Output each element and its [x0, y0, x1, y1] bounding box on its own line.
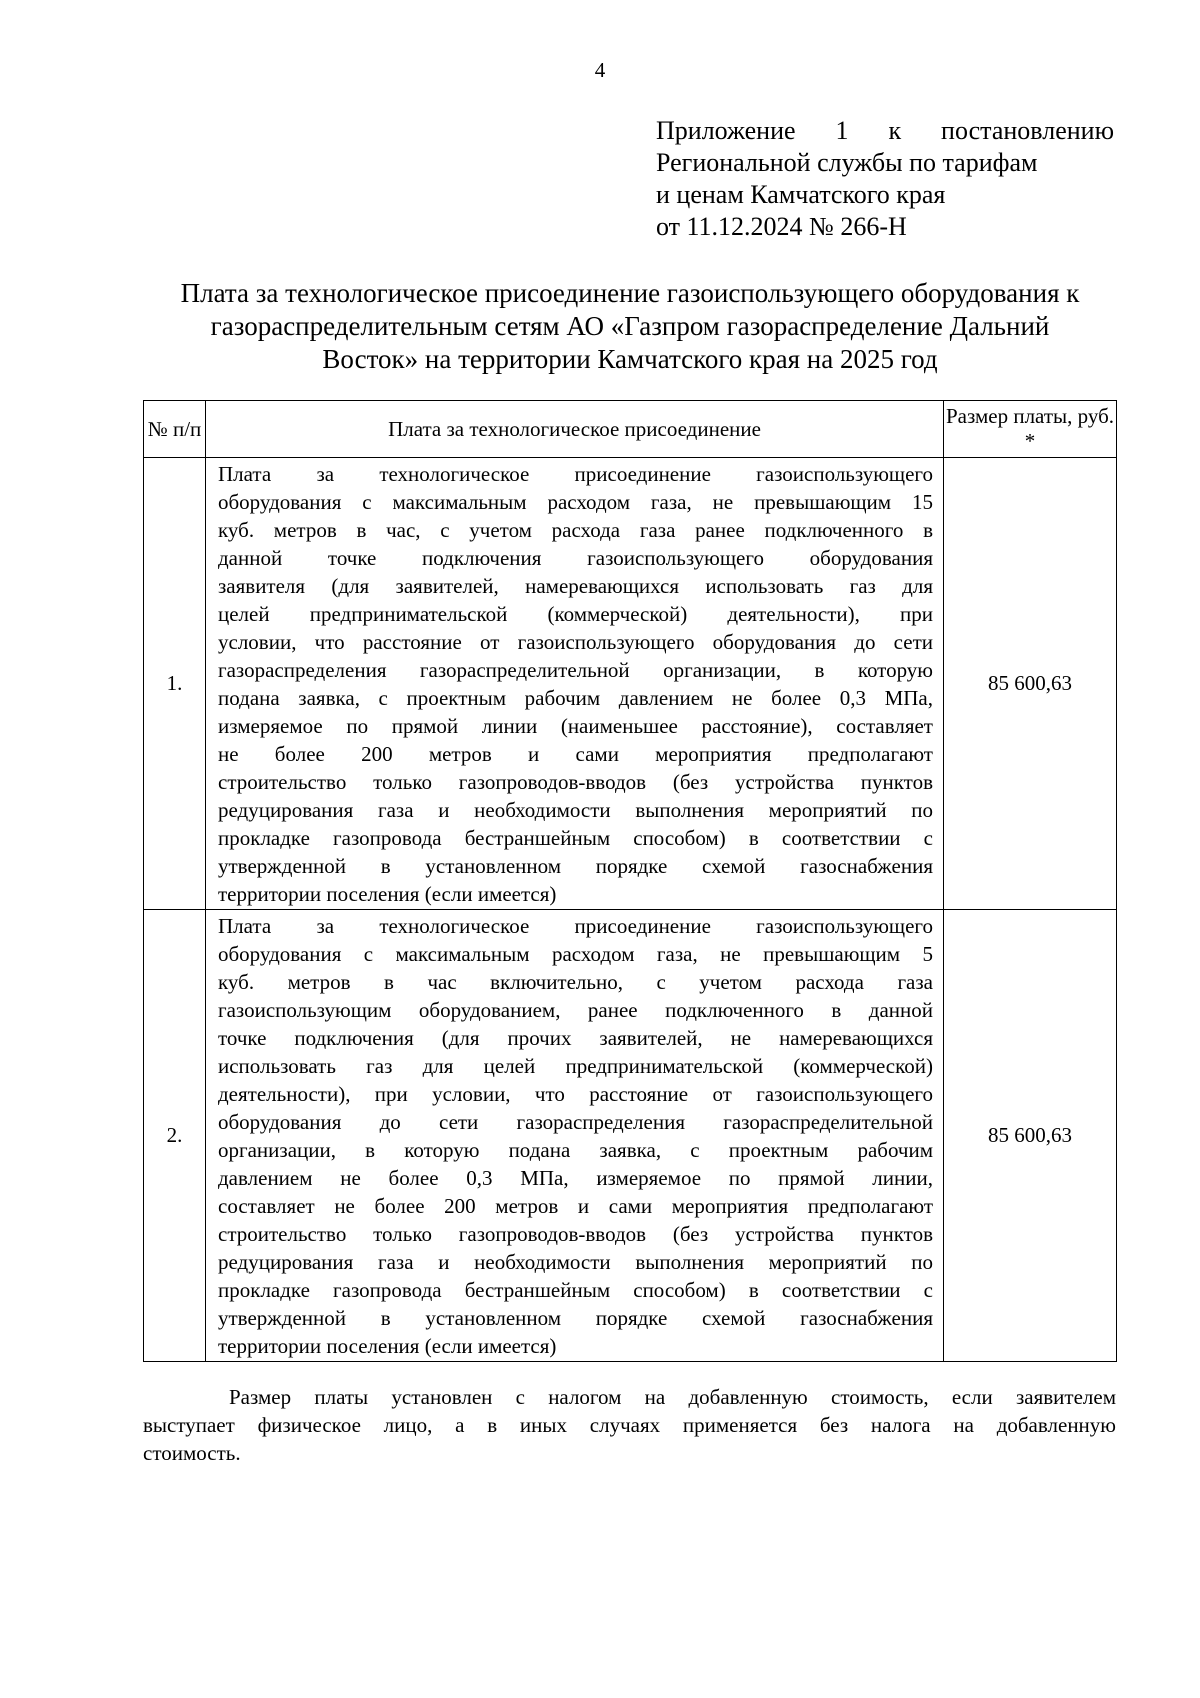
header-description: Плата за технологическое присоединение [206, 401, 944, 458]
description-line: прокладке газопровода бестраншейным способом) в соответствии с [218, 1278, 933, 1302]
description-line: организации, в которую подана заявка, с проектным рабочим [218, 1138, 933, 1162]
description-line: заявителя (для заявителей, намеревающихся использовать газ для [218, 574, 933, 598]
appendix-reference [656, 115, 1114, 243]
appendix-line: и ценам Камчатского края [656, 180, 946, 209]
description-line: утвержденной в установленном порядке схемой газоснабжения [218, 1306, 933, 1330]
description-line: куб. метров в час включительно, с учетом расхода газа [218, 970, 933, 994]
header-number: № п/п [144, 401, 206, 458]
description-line: подана заявка, с проектным рабочим давлением не более 0,3 МПа, [218, 686, 933, 710]
description-line: использовать газ для целей предпринимательской (коммерческой) [218, 1054, 933, 1078]
description-line: территории поселения (если имеется) [218, 882, 557, 906]
description-line: строительство только газопроводов-вводов (без устройства пунктов [218, 1222, 933, 1246]
title-line: Восток» на территории Камчатского края на 2025 год [322, 344, 938, 374]
document-title [140, 277, 1120, 376]
footnote-line: стоимость. [143, 1441, 241, 1465]
description-line: целей предпринимательской (коммерческой) деятельности), при [218, 602, 933, 626]
description-line: куб. метров в час, с учетом расхода газа ранее подключенного в [218, 518, 933, 542]
appendix-line: Региональной службы по тарифам [656, 148, 1038, 177]
description-line: прокладке газопровода бестраншейным способом) в соответствии с [218, 826, 933, 850]
table-row [144, 910, 1117, 1362]
description-line: утвержденной в установленном порядке схемой газоснабжения [218, 854, 933, 878]
header-fee: Размер платы, руб. * [944, 401, 1117, 458]
footnote-line: Размер платы установлен с налогом на добавленную стоимость, если заявителем [229, 1385, 1116, 1409]
description-line: составляет не более 200 метров и сами мероприятия предполагают [218, 1194, 933, 1218]
table-header-row [144, 401, 1117, 458]
row-fee: 85 600,63 [944, 458, 1117, 910]
appendix-line: Приложение 1 к постановлению [656, 116, 1114, 145]
description-line: деятельности), при условии, что расстояние от газоиспользующего [218, 1082, 933, 1106]
row-number: 2. [144, 910, 206, 1362]
description-line: газоиспользующим оборудованием, ранее подключенного в данной [218, 998, 933, 1022]
row-fee: 85 600,63 [944, 910, 1117, 1362]
footnote-line: выступает физическое лицо, а в иных случаях применяется без налога на добавленную [143, 1413, 1116, 1437]
description-line: оборудования с максимальным расходом газа, не превышающим 5 [218, 942, 933, 966]
description-line: Плата за технологическое присоединение газоиспользующего [218, 914, 933, 938]
row-description [206, 910, 944, 1362]
description-line: не более 200 метров и сами мероприятия предполагают [218, 742, 933, 766]
table-row [144, 458, 1117, 910]
description-line: территории поселения (если имеется) [218, 1334, 557, 1358]
description-line: оборудования с максимальным расходом газа, не превышающим 15 [218, 490, 933, 514]
description-line: редуцирования газа и необходимости выполнения мероприятий по [218, 798, 933, 822]
description-line: точке подключения (для прочих заявителей, не намеревающихся [218, 1026, 933, 1050]
title-line: Плата за технологическое присоединение газоиспользующего оборудования к [180, 278, 1080, 308]
row-number: 1. [144, 458, 206, 910]
description-line: давлением не более 0,3 МПа, измеряемое по прямой линии, [218, 1166, 933, 1190]
title-line: газораспределительным сетям АО «Газпром газораспределение Дальний [210, 311, 1050, 341]
description-line: измеряемое по прямой линии (наименьшее расстояние), составляет [218, 714, 933, 738]
page-number: 4 [594, 58, 606, 82]
description-line: Плата за технологическое присоединение газоиспользующего [218, 462, 933, 486]
description-line: данной точке подключения газоиспользующего оборудования [218, 546, 933, 570]
description-line: редуцирования газа и необходимости выполнения мероприятий по [218, 1250, 933, 1274]
description-line: строительство только газопроводов-вводов (без устройства пунктов [218, 770, 933, 794]
footnote [143, 1383, 1116, 1467]
tariff-table [143, 400, 1117, 1362]
description-line: газораспределения газораспределительной организации, в которую [218, 658, 933, 682]
description-line: условии, что расстояние от газоиспользующего оборудования до сети [218, 630, 933, 654]
row-description [206, 458, 944, 910]
appendix-line: от 11.12.2024 № 266-Н [656, 212, 907, 241]
description-line: оборудования до сети газораспределения газораспределительной [218, 1110, 933, 1134]
